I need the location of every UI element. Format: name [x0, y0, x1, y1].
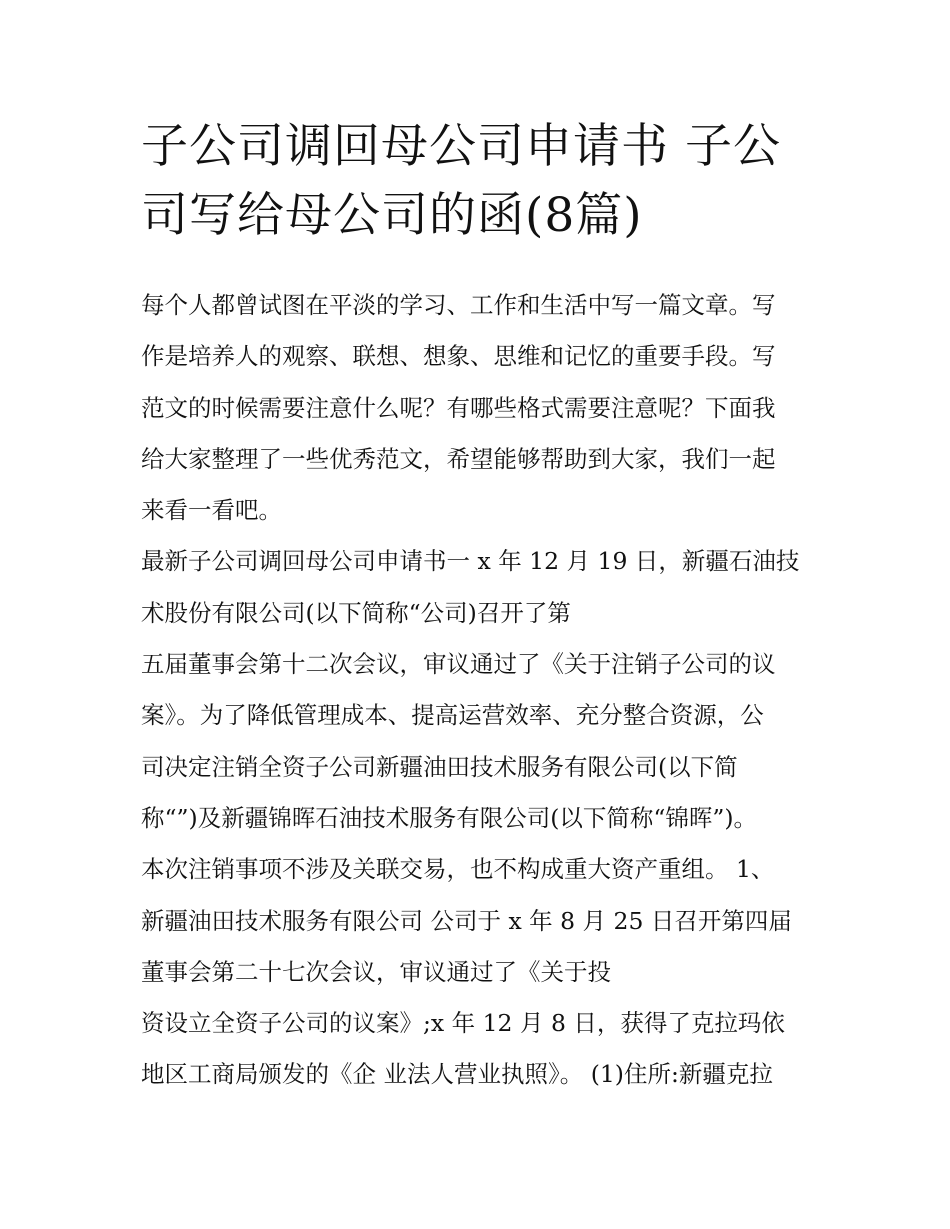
body-line: 范文的时候需要注意什么呢？有哪些格式需要注意呢？下面我 — [141, 393, 776, 422]
body-line: 术股份有限公司(以下简称“公司)召开了第 — [141, 598, 571, 627]
body-line: 来看一看吧。 — [141, 496, 282, 525]
document-page — [141, 112, 821, 1101]
body-line: 董事会第二十七次会议，审议通过了《关于投 — [141, 957, 611, 986]
title-line: 子公司调回母公司申请书 子公 — [141, 119, 781, 174]
body-line: 每个人都曾试图在平淡的学习、工作和生活中写一篇文章。写 — [141, 291, 776, 319]
title-line: 司写给母公司的函(8篇) — [141, 188, 643, 243]
body-line: 司决定注销全资子公司新疆油田技术服务有限公司(以下简 — [141, 752, 738, 781]
body-line: 五届董事会第十二次会议，审议通过了《关于注销子公司的议 — [141, 650, 776, 679]
body-line: 新疆油田技术服务有限公司 公司于 x 年 8 月 25 日召开第四届 — [141, 906, 792, 935]
document-title — [141, 112, 821, 250]
body-line: 地区工商局颁发的《企 业法人营业执照》。 (1)住所:新疆克拉 — [141, 1060, 773, 1089]
body-line: 最新子公司调回母公司申请书一 x 年 12 月 19 日，新疆石油技 — [141, 547, 800, 576]
body-line: 本次注销事项不涉及关联交易，也不构成重大资产重组。 1、 — [141, 855, 775, 884]
body-line: 案》。为了降低管理成本、提高运营效率、充分整合资源，公 — [141, 701, 764, 730]
body-line: 给大家整理了一些优秀范文，希望能够帮助到大家，我们一起 — [141, 444, 776, 473]
body-line: 称“”)及新疆锦晖石油技术服务有限公司(以下简称“锦晖”)。 — [141, 803, 758, 832]
document-body — [141, 280, 821, 1101]
body-line: 资设立全资子公司的议案》;x 年 12 月 8 日，获得了克拉玛依 — [141, 1009, 785, 1038]
body-line: 作是培养人的观察、联想、想象、思维和记忆的重要手段。写 — [141, 342, 776, 371]
